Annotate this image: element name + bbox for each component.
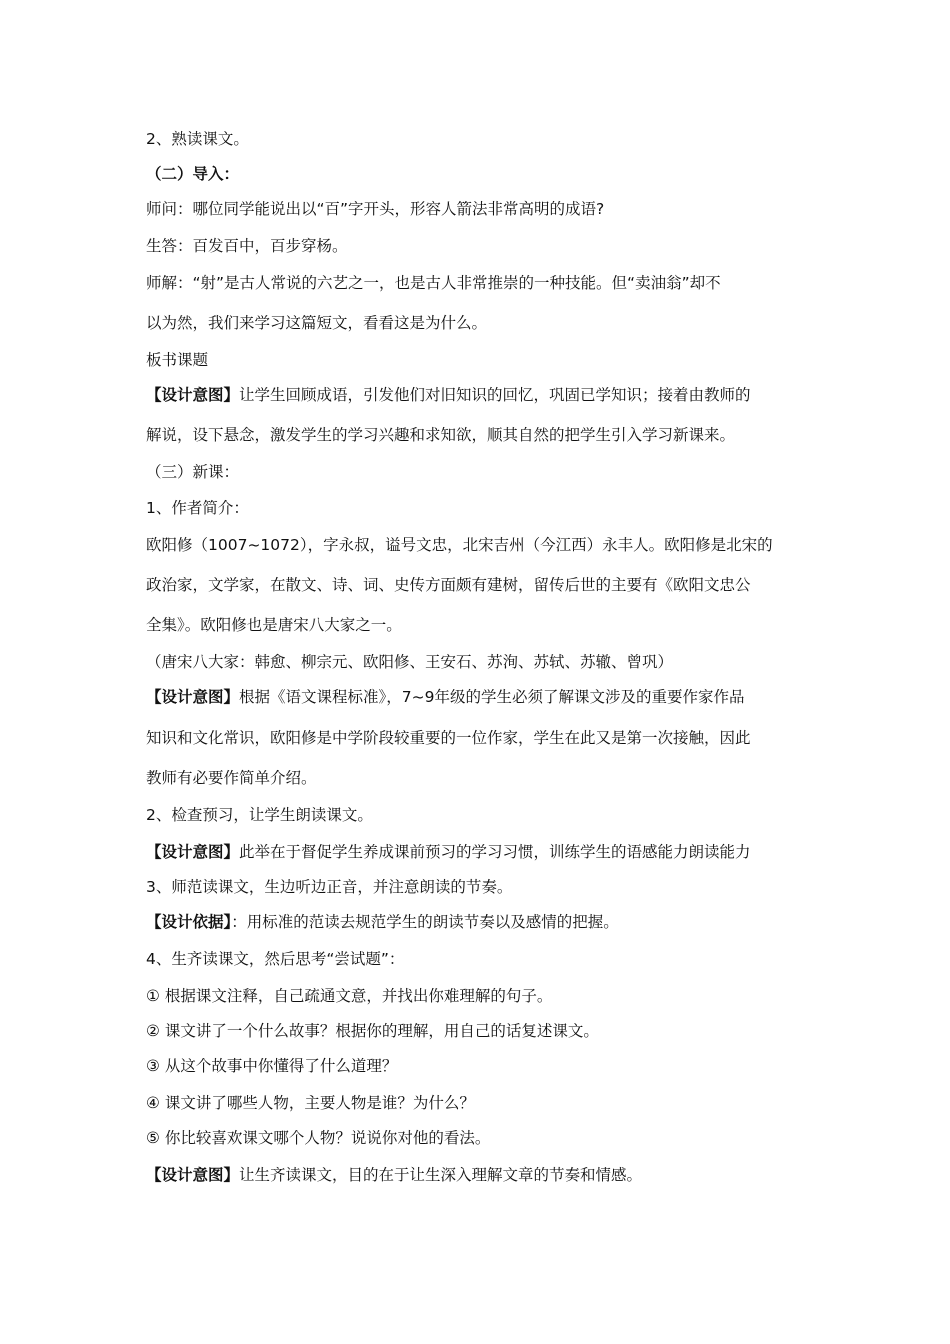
design-intent-tag: 【设计意图】	[146, 688, 240, 706]
step-read-text: 2、熟读课文。	[146, 130, 249, 148]
design-intent-3	[146, 842, 751, 862]
question-4: ④ 课文讲了哪些人物，主要人物是谁？为什么？	[146, 1094, 475, 1112]
question-1: ① 根据课文注释，自己疏通文意，并找出你难理解的句子。	[146, 987, 553, 1005]
eight-masters-note: （唐宋八大家：韩愈、柳宗元、欧阳修、王安石、苏洵、苏轼、苏辙、曾巩）	[146, 653, 674, 671]
design-basis-tag: 【设计依据】	[146, 913, 232, 931]
design-intent-1-cont: 解说，设下悬念，激发学生的学习兴趣和求知欲，顺其自然的把学生引入学习新课来。	[146, 426, 736, 444]
student-answer: 生答：百发百中，百步穿杨。	[146, 237, 348, 255]
design-intent-text: 让学生回顾成语，引发他们对旧知识的回忆，巩固已学知识；接着由教师的	[239, 386, 751, 404]
author-bio-line-1: 欧阳修（1007~1072），字永叔，谥号文忠，北宋吉州（今江西）永丰人。欧阳修是北宋的	[146, 536, 773, 554]
question-3: ③ 从这个故事中你懂得了什么道理？	[146, 1057, 398, 1075]
design-intent-text: 根据《语文课程标准》，7~9年级的学生必须了解课文涉及的重要作家作品	[239, 688, 745, 706]
section-introduction-heading: （二）导入：	[146, 165, 240, 183]
design-intent-tag: 【设计意图】	[146, 386, 240, 404]
board-title: 板书课题	[146, 351, 209, 369]
step-model-reading: 3、师范读课文，生边听边正音，并注意朗读的节奏。	[146, 878, 513, 896]
design-intent-tag: 【设计意图】	[146, 1166, 240, 1184]
design-basis	[146, 912, 619, 932]
author-bio-line-2: 政治家，文学家，在散文、诗、词、史传方面颇有建树，留传后世的主要有《欧阳文忠公	[146, 576, 751, 594]
design-intent-text: 让生齐读课文，目的在于让生深入理解文章的节奏和情感。	[239, 1166, 643, 1184]
question-5: ⑤ 你比较喜欢课文哪个人物？说说你对他的看法。	[146, 1129, 491, 1147]
step-check-preview: 2、检查预习，让学生朗读课文。	[146, 806, 373, 824]
step-group-reading: 4、生齐读课文，然后思考“尝试题”：	[146, 950, 405, 968]
author-intro-heading: 1、作者简介：	[146, 499, 249, 517]
design-intent-1	[146, 385, 751, 405]
teacher-explanation: 师解：“射”是古人常说的六艺之一，也是古人非常推崇的一种技能。但“卖油翁”却不	[146, 274, 721, 292]
design-intent-tag: 【设计意图】	[146, 843, 240, 861]
design-intent-2	[146, 687, 744, 707]
design-basis-text: ：用标准的范读去规范学生的朗读节奏以及感情的把握。	[231, 913, 619, 931]
question-2: ② 课文讲了一个什么故事？根据你的理解，用自己的话复述课文。	[146, 1022, 599, 1040]
design-intent-text: 此举在于督促学生养成课前预习的学习习惯，训练学生的语感能力朗读能力	[239, 843, 751, 861]
author-bio-line-3: 全集》。欧阳修也是唐宋八大家之一。	[146, 616, 402, 634]
design-intent-2-cont-2: 教师有必要作简单介绍。	[146, 769, 317, 787]
design-intent-2-cont-1: 知识和文化常识，欧阳修是中学阶段较重要的一位作家，学生在此又是第一次接触，因此	[146, 729, 751, 747]
teacher-explanation-cont: 以为然，我们来学习这篇短文，看看这是为什么。	[146, 314, 488, 332]
design-intent-4	[146, 1165, 642, 1185]
teacher-question: 师问：哪位同学能说出以“百”字开头，形容人箭法非常高明的成语?	[146, 200, 605, 218]
section-new-lesson-heading: （三）新课：	[146, 463, 240, 481]
